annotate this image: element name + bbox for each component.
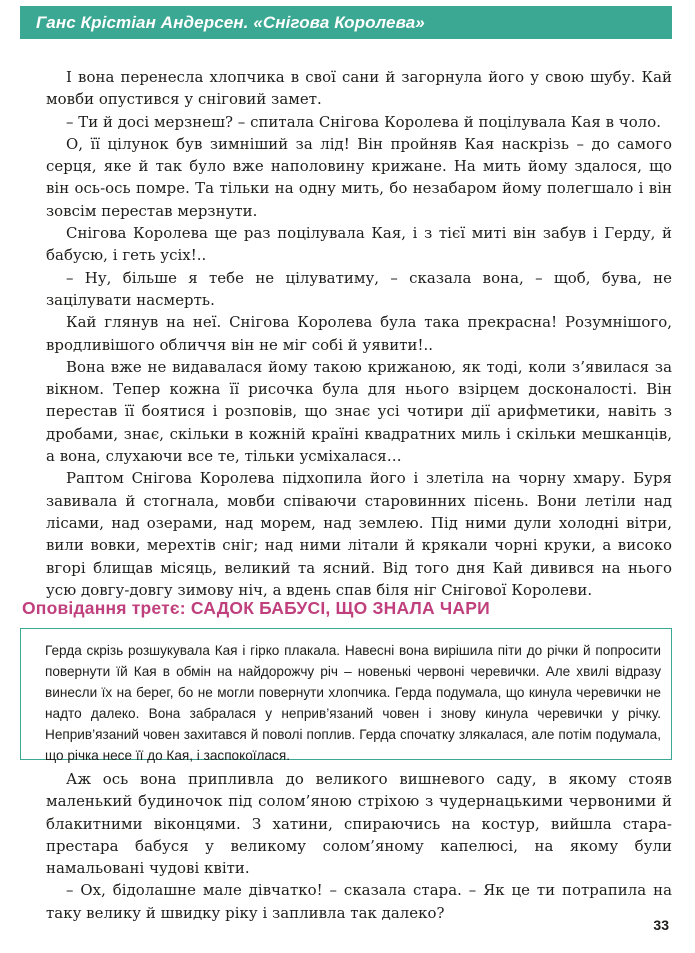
header-title: Ганс Крістіан Андерсен. «Снігова Королева»	[36, 12, 425, 32]
story-paragraph: І вона перенесла хлопчика в свої сани й загорнула його у свою шубу. Кай мовби опустився у сніговий замет.	[46, 68, 672, 109]
page-number: 33	[653, 917, 669, 933]
story-paragraph: Вона вже не видавалася йому такою крижаною, як тоді, коли з’явилася за вікном. Тепер кожна її рисочка була для нього взірцем досконалості. Він перестав її боятися і розповів, що знає усі чотири дії арифметики, навіть з дробами, знає, скільки в кожній країні квадратних миль і скільки мешканців, а вона, слухаючи все те, тільки усміхалася…	[46, 357, 672, 466]
story-paragraph: Кай глянув на неї. Снігова Королева була така прекрасна! Розумнішого, вродливішого обличчя він не міг собі й уявити!..	[46, 313, 672, 354]
story-paragraph: – Ну, більше я тебе не цілуватиму, – сказала вона, – щоб, бува, не зацілувати насмерть.	[46, 268, 672, 309]
story-paragraph: Аж ось вона припливла до великого вишневого саду, в якому стояв маленький будиночок під солом’яною стріхою з чудернацькими червоними й блакитними віконцями. З хатини, спираючись на костур, вийшла стара-престара бабуся у великому солом’яному капелюсі, на якому були намальовані чудові квіти.	[46, 770, 672, 878]
running-header	[20, 6, 672, 39]
section-title: Оповідання третє: САДОК БАБУСІ, ЩО ЗНАЛА ЧАРИ	[22, 598, 490, 618]
story-paragraph: Раптом Снігова Королева підхопила його і злетіла на чорну хмару. Буря завивала й стогнала, мовби співаючи старовинних пісень. Вони летіли над лісами, над озерами, над морем, над землею. Під ними дули холодні вітри, вили вовки, мерехтів сніг; над ними літали й крякали чорні круки, а високо вгорі блищав місяць, великий та ясний. Від того дня Кай дивився на нього усю довгу-довгу зимову ніч, а вдень спав біля ніг Снігової Королеви.	[46, 469, 672, 599]
story-text	[46, 66, 672, 601]
story-paragraph: – Ти й досі мерзнеш? – спитала Снігова Королева й поцілувала Кая в чоло.	[66, 112, 662, 131]
story-paragraph: Снігова Королева ще раз поцілувала Кая, і з тієї миті він забув і Герду, й бабусю, і геть усіх!..	[46, 224, 672, 265]
continuation-text	[46, 768, 672, 924]
story-paragraph: О, її цілунок був зимніший за лід! Він пройняв Кая наскрізь – до самого серця, яке й так було вже наполовину крижане. На мить йому здалося, що він ось-ось помре. Та тільки на одну мить, бо незабаром йому полегшало і він зовсім перестав мерзнути.	[46, 134, 672, 220]
summary-text: Герда скрізь розшукувала Кая і гірко плакала. Навесні вона вирішила піти до річки й попросити повернути їй Кая в обмін на найдорожчу річ – новенькі червоні черевички. Але хвилі відразу винесли їх на берег, бо не могли повернути хлопчика. Герда подумала, що кинула черевички не надто далеко. Вона забралася у неприв’язаний човен і знову кинула черевички у річку. Неприв’язаний човен захитався й поволі поплив. Герда спочатку злякалася, але потім подумала, що річка несе її до Кая, і заспокоїлася.	[45, 643, 661, 763]
summary-box	[20, 628, 672, 763]
story-paragraph: – Ох, бідолашне мале дівчатко! – сказала стара. – Як це ти потрапила на таку велику й швидку ріку і запливла так далеко?	[46, 881, 672, 922]
